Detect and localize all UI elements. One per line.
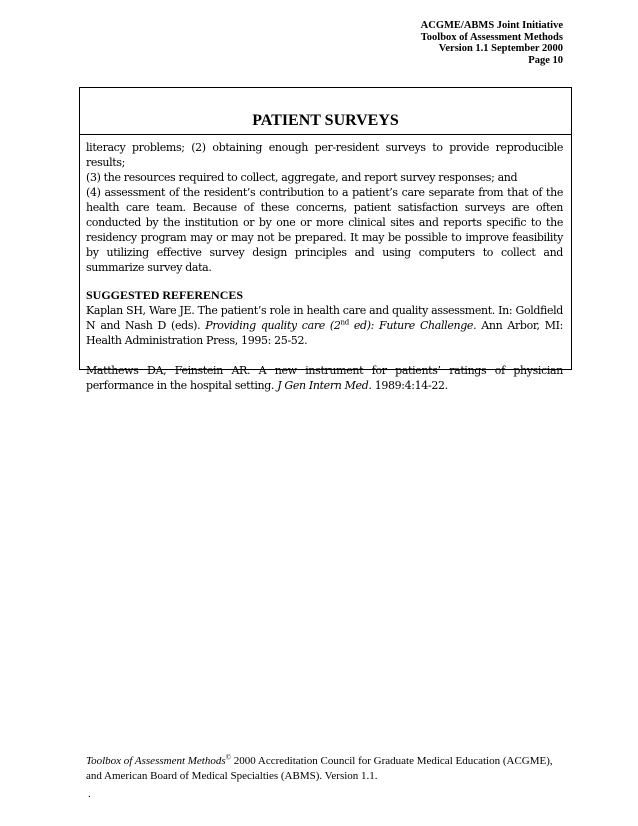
- ref1-authors: Kaplan SH, Ware JE. The patient’s role in health care and quality assessment. In: Goldfield N and Nash D (eds).: [86, 304, 563, 332]
- content-box: [79, 87, 572, 392]
- body-line-1: literacy problems; (2) obtaining enough per-resident surveys to provide reproducible results;: [86, 141, 563, 169]
- footer-title: Toolbox of Assessment Methods: [86, 755, 226, 767]
- body-paragraph: [86, 140, 563, 275]
- ref1-rest: Ann Arbor, MI: Health Administration Press, 1995: 25-52.: [86, 319, 563, 347]
- footer-dot: .: [88, 788, 91, 800]
- ref1-title-b: ed): Future Challenge.: [348, 319, 477, 332]
- body-rest: (4) assessment of the resident’s contribution to a patient’s care separate from that of the health care team. Because of these concerns, patient satisfaction surveys are often conducted by the institution or by one or more clinical sites and reports specific to the residency program may or may not be prepared. It may be possible to improve feasibility by utilizing effective survey design principles and using computers to collect and summarize survey data.: [86, 186, 563, 274]
- page-footer: [86, 754, 566, 784]
- ref2-rest: . 1989:4:14-22.: [368, 379, 448, 392]
- header-page-number: Page 10: [528, 54, 563, 66]
- header-initiative: ACGME/ABMS Joint Initiative: [420, 20, 563, 31]
- section-body: [80, 135, 571, 393]
- ref2-journal: J Gen Intern Med: [277, 379, 369, 392]
- references-heading: SUGGESTED REFERENCES: [86, 288, 244, 302]
- footer-copyright: ©: [225, 753, 231, 762]
- ref1-title-a: Providing quality care (2: [205, 319, 341, 332]
- header-toolbox: Toolbox of Assessment Methods: [420, 31, 563, 43]
- header-version: Version 1.1 September 2000: [438, 43, 563, 54]
- reference-matthews: [86, 363, 563, 393]
- reference-kaplan: [86, 303, 563, 348]
- footer-text: 2000 Accreditation Council for Graduate Medical Education (ACGME), and American Board of Medical Specialties (ABMS). Version 1.1.: [86, 755, 553, 782]
- page-header: [421, 20, 563, 66]
- body-line-2: (3) the resources required to collect, aggregate, and report survey responses; and: [86, 171, 518, 184]
- ref1-title-sup: nd: [340, 318, 349, 327]
- section-title: PATIENT SURVEYS: [252, 112, 399, 129]
- ref2-authors: Matthews DA, Feinstein AR. A new instrument for patients’ ratings of physician performance in the hospital setting.: [86, 364, 563, 392]
